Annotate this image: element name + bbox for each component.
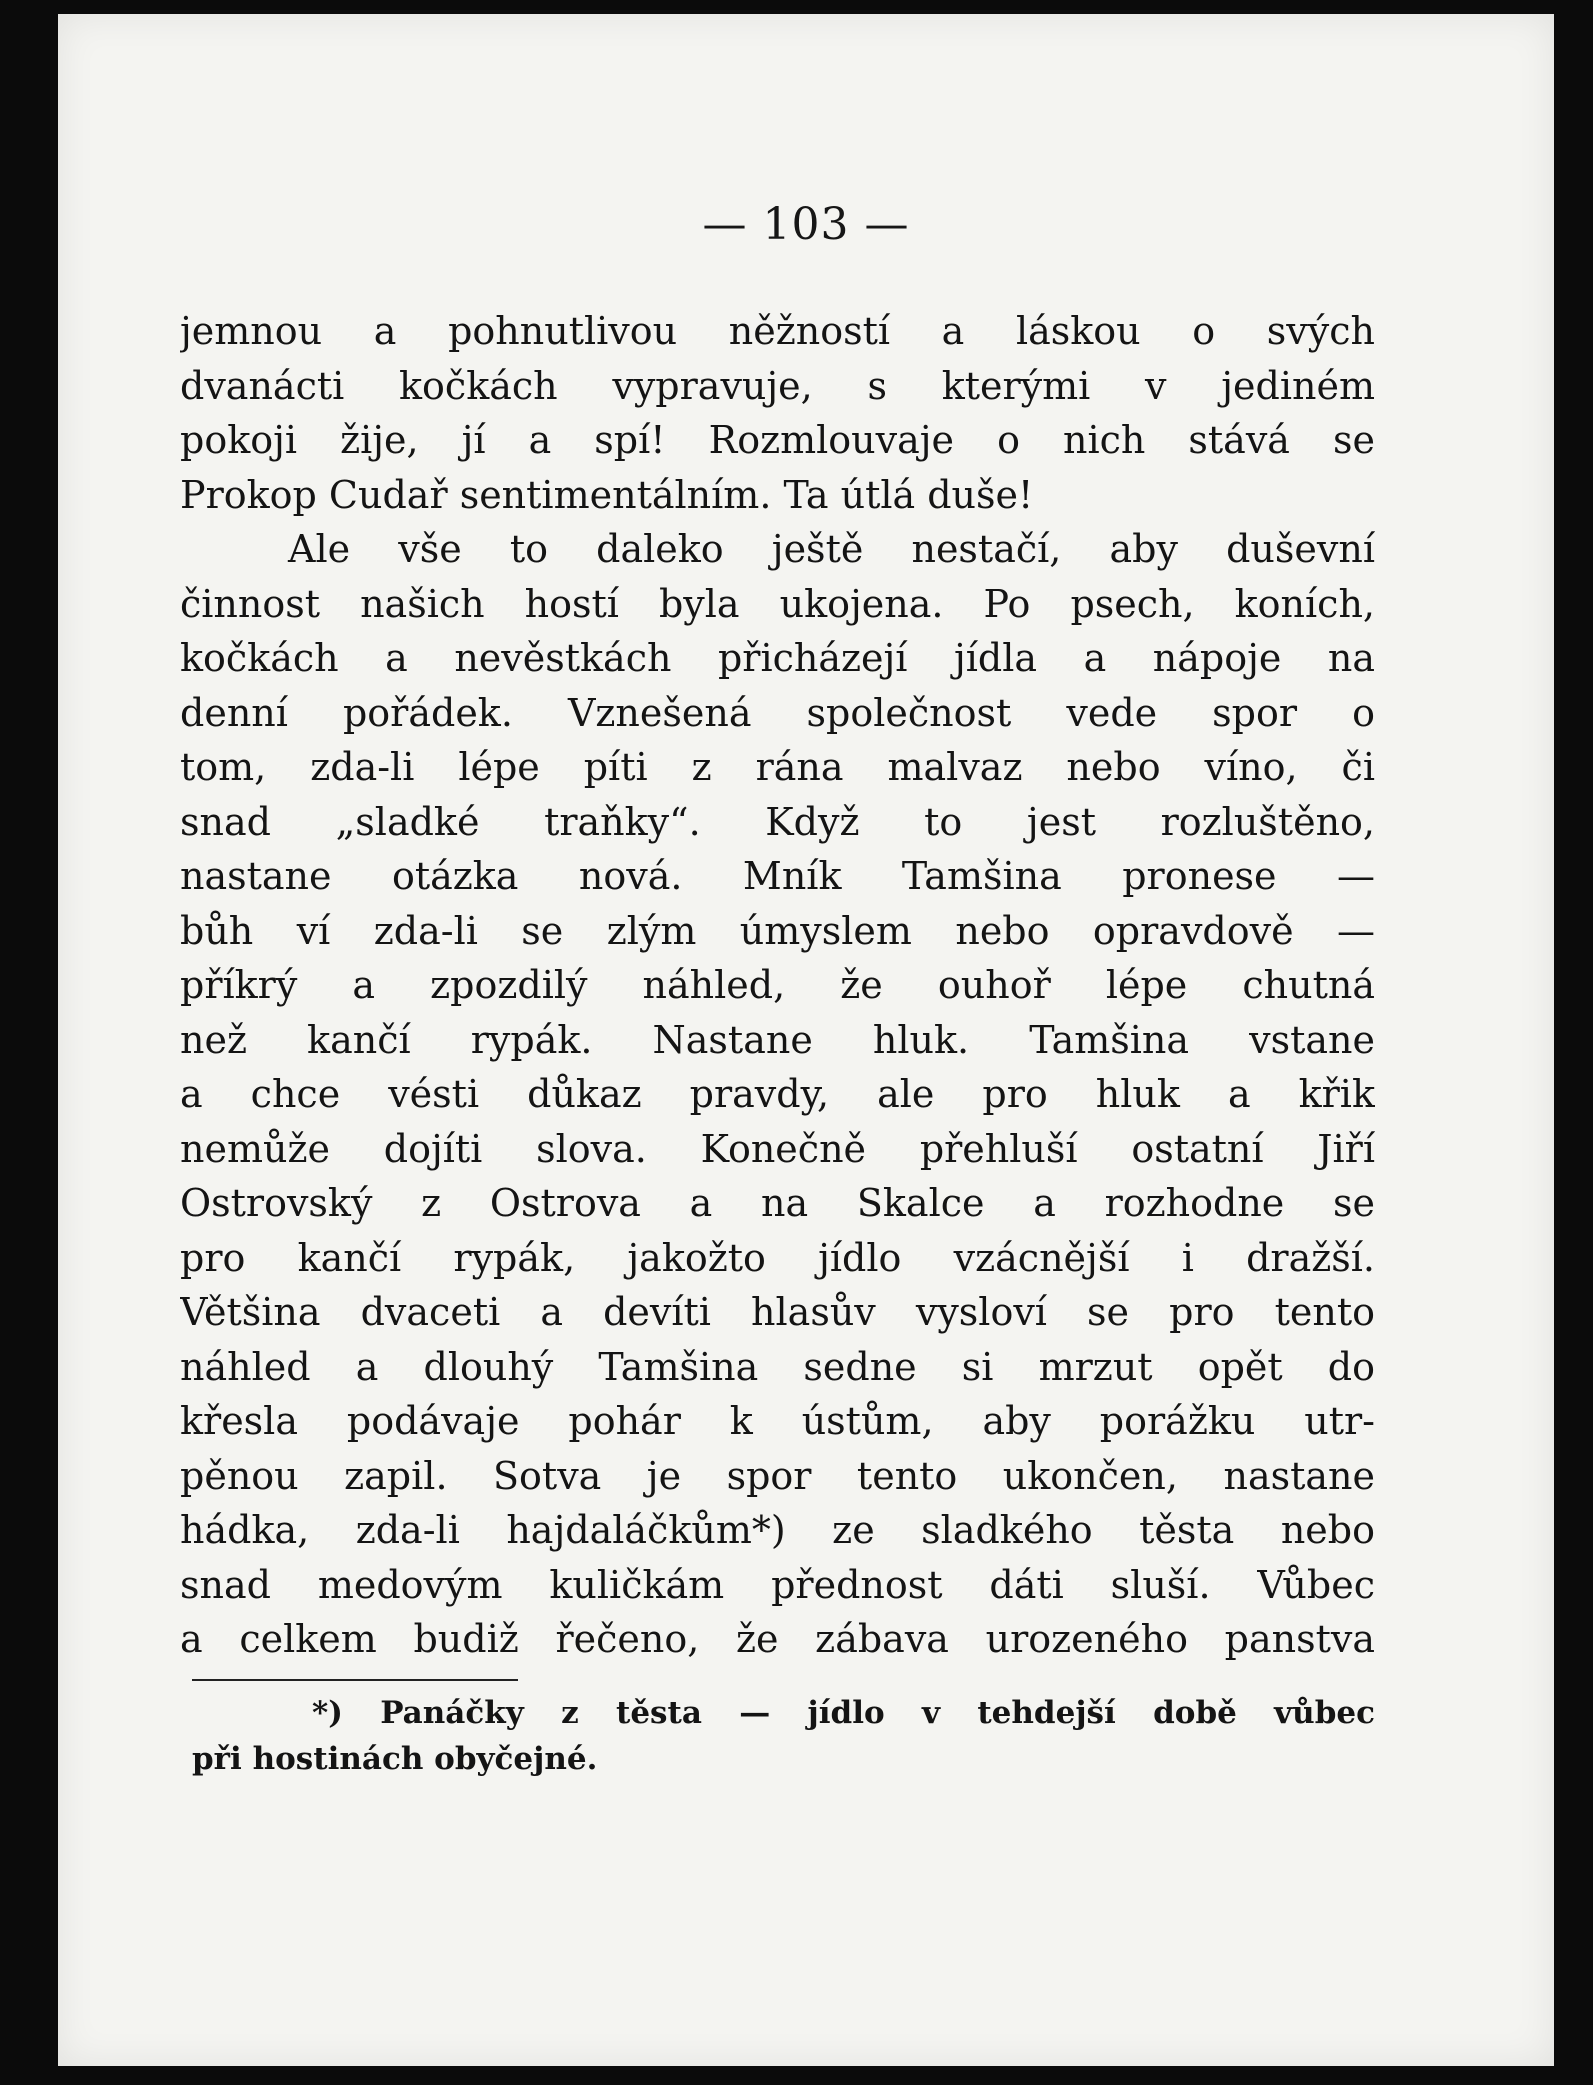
text-line: Prokop Cudař sentimentálním. Ta útlá duše! bbox=[180, 472, 1034, 517]
text-line: tom, zda-li lépe píti z rána malvaz nebo víno, či bbox=[180, 745, 1375, 789]
text-line: Ostrovský z Ostrova a na Skalce a rozhodne se bbox=[180, 1181, 1375, 1225]
text-line: křesla podávaje pohár k ústům, aby porážku utr- bbox=[180, 1399, 1375, 1443]
text-line: snad „sladké traňky“. Když to jest rozluštěno, bbox=[180, 799, 1375, 844]
text-line: příkrý a zpozdilý náhled, že ouhoř lépe chutná bbox=[180, 963, 1375, 1007]
text-line: a celkem budiž řečeno, že zábava urozeného panstva bbox=[180, 1617, 1375, 1661]
text-line: pěnou zapil. Sotva je spor tento ukončen, nastane bbox=[180, 1453, 1375, 1498]
footnote-line: při hostinách obyčejné. bbox=[192, 1741, 598, 1777]
text-line: hádka, zda-li hajdaláčkům*) ze sladkého těsta nebo bbox=[180, 1508, 1375, 1552]
text-line: jemnou a pohnutlivou něžností a láskou o svých bbox=[180, 309, 1375, 353]
footnote bbox=[192, 1690, 1375, 1782]
text-line: Ale vše to daleko ještě nestačí, aby duševní bbox=[288, 527, 1375, 571]
text-line: a chce vésti důkaz pravdy, ale pro hluk a křik bbox=[180, 1072, 1375, 1116]
page-number: — 103 — bbox=[702, 199, 910, 250]
text-line: kočkách a nevěstkách přicházejí jídla a nápoje na bbox=[180, 636, 1375, 680]
text-line: pro kančí rypák, jakožto jídlo vzácnější i dražší. bbox=[180, 1235, 1375, 1280]
text-line: bůh ví zda-li se zlým úmyslem nebo opravdově — bbox=[180, 908, 1375, 953]
book-page bbox=[58, 14, 1554, 2066]
text-line: náhled a dlouhý Tamšina sedne si mrzut opět do bbox=[180, 1344, 1375, 1389]
text-line: denní pořádek. Vznešená společnost vede spor o bbox=[180, 690, 1375, 735]
text-line: nemůže dojíti slova. Konečně přehluší ostatní Jiří bbox=[180, 1126, 1375, 1171]
text-line: snad medovým kuličkám přednost dáti sluší. Vůbec bbox=[180, 1562, 1375, 1607]
text-line: Většina dvaceti a devíti hlasův vysloví se pro tento bbox=[180, 1290, 1375, 1334]
text-line: nastane otázka nová. Mník Tamšina pronese — bbox=[180, 854, 1375, 898]
footnote-line: *) Panáčky z těsta — jídlo v tehdejší době vůbec bbox=[312, 1695, 1375, 1731]
footnote-divider bbox=[192, 1679, 518, 1681]
text-line: pokoji žije, jí a spí! Rozmlouvaje o nich stává se bbox=[180, 418, 1375, 462]
text-line: než kančí rypák. Nastane hluk. Tamšina vstane bbox=[180, 1017, 1375, 1062]
text-line: činnost našich hostí byla ukojena. Po psech, koních, bbox=[180, 581, 1375, 626]
text-line: dvanácti kočkách vypravuje, s kterými v jediném bbox=[180, 363, 1375, 408]
body-text bbox=[180, 304, 1375, 1667]
